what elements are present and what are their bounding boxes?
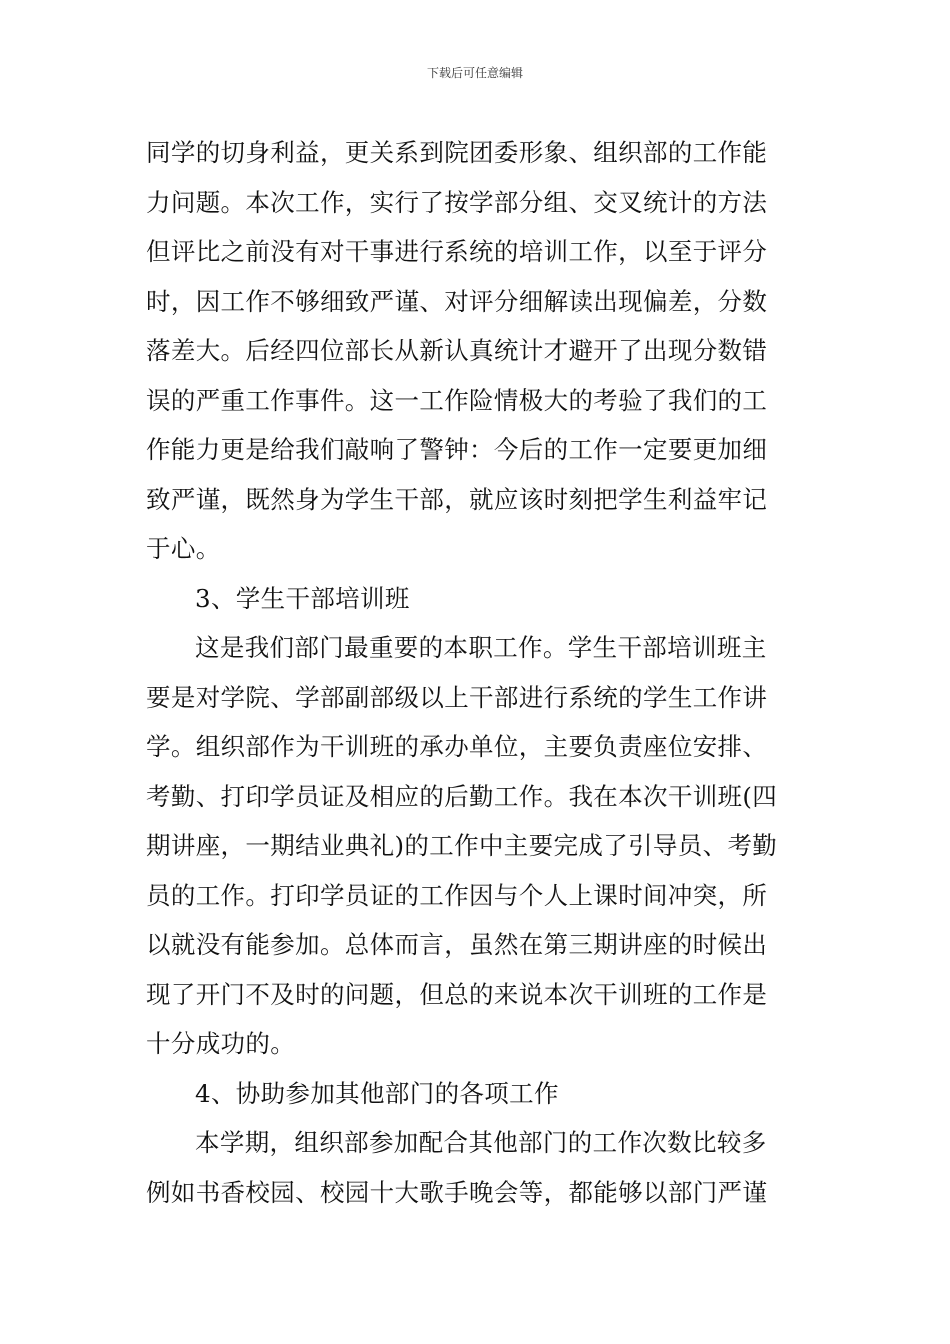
text-line: 落差大。后经四位部长从新认真统计才避开了出现分数错	[146, 336, 768, 365]
text-line: 于心。	[146, 534, 221, 563]
text-line: 员的工作。打印学员证的工作因与个人上课时间冲突，所	[146, 880, 768, 910]
page-header: 下载后可任意编辑	[426, 66, 523, 80]
section-heading: 4、协助参加其他部门的各项工作	[195, 1078, 559, 1108]
text-line: 作能力更是给我们敲响了警钟：今后的工作一定要更加细	[146, 435, 768, 464]
text-line: 本学期，组织部参加配合其他部门的工作次数比较多	[195, 1128, 767, 1157]
text-line: 这是我们部门最重要的本职工作。学生干部培训班主	[195, 633, 767, 662]
document-body	[146, 128, 812, 1217]
text-line: 学。组织部作为干训班的承办单位，主要负责座位安排、	[146, 732, 768, 761]
text-line: 力问题。本次工作，实行了按学部分组、交叉统计的方法	[146, 187, 768, 217]
text-line: 致严谨，既然身为学生干部，就应该时刻把学生利益牢记	[146, 484, 768, 514]
text-line: 期讲座，一期结业典礼)的工作中主要完成了引导员、考勤	[146, 831, 778, 860]
text-line: 误的严重工作事件。这一工作险情极大的考验了我们的工	[146, 385, 768, 415]
text-line: 现了开门不及时的问题，但总的来说本次干训班的工作是	[146, 979, 768, 1009]
text-line: 但评比之前没有对干事进行系统的培训工作，以至于评分	[146, 237, 768, 266]
text-line: 同学的切身利益，更关系到院团委形象、组织部的工作能	[146, 138, 768, 167]
text-line: 十分成功的。	[146, 1029, 296, 1058]
text-line: 考勤、打印学员证及相应的后勤工作。我在本次干训班(四	[146, 781, 778, 811]
section-heading: 3、学生干部培训班	[195, 583, 410, 613]
text-line: 要是对学院、学部副部级以上干部进行系统的学生工作讲	[146, 682, 768, 712]
text-line: 以就没有能参加。总体而言，虽然在第三期讲座的时候出	[146, 930, 768, 959]
text-line: 时，因工作不够细致严谨、对评分细解读出现偏差，分数	[146, 286, 768, 316]
text-line: 例如书香校园、校园十大歌手晚会等，都能够以部门严谨	[146, 1177, 768, 1207]
